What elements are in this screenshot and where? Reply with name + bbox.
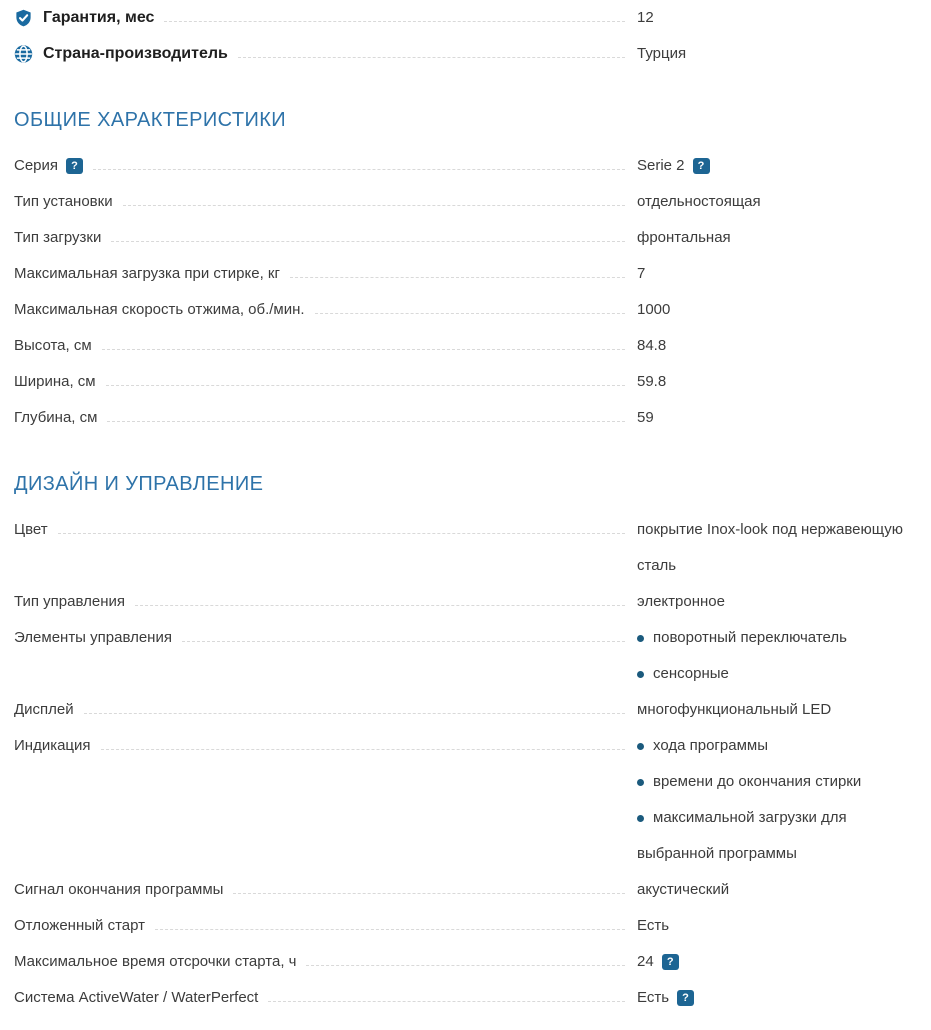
spec-value — [637, 764, 931, 800]
dotted-leader — [233, 893, 625, 894]
spec-value-cell — [637, 148, 931, 184]
spec-value — [637, 512, 931, 548]
spec-value-cell — [637, 328, 931, 364]
section-rows — [14, 512, 931, 1016]
spec-label-cell — [14, 328, 637, 364]
bullet-icon — [637, 635, 644, 642]
bullet-icon — [637, 815, 644, 822]
spec-value-cell — [637, 512, 931, 584]
spec-value-cell — [637, 692, 931, 728]
spec-value-text: Serie 2 — [637, 157, 685, 174]
spec-row — [14, 692, 931, 728]
spec-sections — [14, 106, 931, 1016]
spec-value — [637, 400, 931, 436]
spec-row — [14, 908, 931, 944]
dotted-leader — [315, 313, 625, 314]
spec-label-cell — [14, 944, 637, 980]
spec-value-cell — [637, 184, 931, 220]
spec-row — [14, 364, 931, 400]
spec-row — [14, 872, 931, 908]
spec-value-text: сенсорные — [653, 665, 729, 682]
spec-value — [637, 184, 931, 220]
spec-label: Цвет — [14, 521, 48, 538]
spec-label-cell — [14, 620, 637, 656]
spec-value-text: поворотный переключатель — [653, 629, 847, 646]
spec-value-cell — [637, 944, 931, 980]
spec-value — [637, 836, 931, 872]
spec-value — [637, 692, 931, 728]
spec-value-cell — [637, 0, 931, 36]
spec-value-text: электронное — [637, 593, 725, 610]
spec-value — [637, 944, 931, 980]
spec-label: Максимальное время отсрочки старта, ч — [14, 953, 297, 970]
spec-label: Дисплей — [14, 701, 74, 718]
spec-value-cell — [637, 980, 931, 1016]
spec-label: Высота, см — [14, 337, 92, 354]
spec-row — [14, 512, 931, 584]
spec-label: Система ActiveWater / WaterPerfect — [14, 989, 259, 1006]
spec-label: Индикация — [14, 737, 91, 754]
help-icon[interactable]: ? — [693, 158, 710, 174]
spec-value-text: 1000 — [637, 301, 671, 318]
spec-value-text: акустический — [637, 881, 730, 898]
spec-value-text: многофункциональный LED — [637, 701, 832, 718]
bullet-icon — [637, 779, 644, 786]
dotted-leader — [106, 385, 625, 386]
spec-value-cell — [637, 364, 931, 400]
spec-value — [637, 620, 931, 656]
spec-value — [637, 328, 931, 364]
spec-value-cell — [637, 872, 931, 908]
spec-value-cell — [637, 36, 931, 72]
spec-section — [14, 470, 931, 1016]
spec-value-text: покрытие Inox-look под нержавеющую — [637, 521, 903, 538]
spec-value-text: времени до окончания стирки — [653, 773, 862, 790]
spec-value-cell — [637, 400, 931, 436]
spec-row — [14, 0, 931, 36]
spec-value — [637, 584, 931, 620]
spec-label-cell — [14, 400, 637, 436]
spec-value-text: 84.8 — [637, 337, 667, 354]
spec-label-cell — [14, 148, 637, 184]
spec-label: Максимальная загрузка при стирке, кг — [14, 265, 280, 282]
spec-value-text: 59 — [637, 409, 654, 426]
spec-value: Турция — [637, 45, 687, 62]
dotted-leader — [102, 349, 625, 350]
spec-label-cell — [14, 512, 637, 548]
spec-value-text: 7 — [637, 265, 646, 282]
spec-value-cell — [637, 256, 931, 292]
spec-label: Отложенный старт — [14, 917, 146, 934]
spec-label: Тип установки — [14, 193, 113, 210]
help-icon[interactable]: ? — [66, 158, 83, 174]
spec-row — [14, 220, 931, 256]
spec-section — [14, 106, 931, 436]
dotted-leader — [155, 929, 625, 930]
spec-row — [14, 620, 931, 692]
spec-value — [637, 872, 931, 908]
spec-value — [637, 728, 931, 764]
spec-value — [637, 656, 931, 692]
top-specs-block — [14, 0, 931, 72]
dotted-leader — [182, 641, 625, 642]
section-rows — [14, 148, 931, 436]
spec-value — [637, 364, 931, 400]
spec-label: Тип управления — [14, 593, 125, 610]
dotted-leader — [93, 169, 625, 170]
bullet-icon — [637, 671, 644, 678]
dotted-leader — [84, 713, 625, 714]
spec-value-cell — [637, 292, 931, 328]
dotted-leader — [238, 57, 625, 58]
section-title: ДИЗАЙН И УПРАВЛЕНИЕ — [14, 473, 264, 495]
spec-value — [637, 220, 931, 256]
spec-value: 12 — [637, 9, 654, 26]
spec-row — [14, 256, 931, 292]
spec-row — [14, 184, 931, 220]
spec-label-cell — [14, 36, 637, 72]
dotted-leader — [164, 21, 625, 22]
spec-label-cell — [14, 292, 637, 328]
spec-value-text: максимальной загрузки для — [653, 809, 847, 826]
spec-value-text: выбранной программы — [637, 845, 797, 862]
spec-value-cell — [637, 620, 931, 692]
spec-label-cell — [14, 908, 637, 944]
spec-value — [637, 292, 931, 328]
spec-value-cell — [637, 220, 931, 256]
spec-value-text: хода программы — [653, 737, 768, 754]
spec-label-cell — [14, 872, 637, 908]
spec-row — [14, 328, 931, 364]
dotted-leader — [290, 277, 625, 278]
spec-row — [14, 728, 931, 872]
bullet-icon — [637, 743, 644, 750]
help-icon[interactable]: ? — [662, 954, 679, 970]
help-icon[interactable]: ? — [677, 990, 694, 1006]
spec-value — [637, 256, 931, 292]
spec-value — [637, 148, 931, 184]
spec-label-cell — [14, 584, 637, 620]
spec-row — [14, 584, 931, 620]
spec-value-text: отдельностоящая — [637, 193, 761, 210]
spec-label: Страна-производитель — [43, 45, 228, 62]
spec-label-cell — [14, 728, 637, 764]
spec-value-cell — [637, 728, 931, 872]
spec-row — [14, 944, 931, 980]
spec-label-cell — [14, 184, 637, 220]
spec-value-text: сталь — [637, 557, 677, 574]
spec-label-cell — [14, 364, 637, 400]
spec-row — [14, 292, 931, 328]
dotted-leader — [306, 965, 625, 966]
spec-value — [637, 908, 931, 944]
spec-value-text: 59.8 — [637, 373, 667, 390]
spec-label-cell — [14, 256, 637, 292]
spec-row — [14, 980, 931, 1016]
spec-value-text: Есть — [637, 989, 670, 1006]
spec-row — [14, 36, 931, 72]
spec-label: Глубина, см — [14, 409, 98, 426]
dotted-leader — [58, 533, 625, 534]
shield-check-icon — [14, 8, 33, 28]
spec-label-cell — [14, 980, 637, 1016]
spec-value-text: Есть — [637, 917, 670, 934]
spec-value-text: фронтальная — [637, 229, 731, 246]
spec-label: Тип загрузки — [14, 229, 102, 246]
globe-icon — [14, 44, 33, 64]
spec-row — [14, 148, 931, 184]
spec-value — [637, 548, 931, 584]
dotted-leader — [101, 749, 625, 750]
section-title: ОБЩИЕ ХАРАКТЕРИСТИКИ — [14, 109, 287, 131]
spec-label-cell — [14, 692, 637, 728]
spec-label-cell — [14, 220, 637, 256]
spec-value — [637, 800, 931, 836]
dotted-leader — [135, 605, 625, 606]
spec-label-cell — [14, 0, 637, 36]
spec-label: Ширина, см — [14, 373, 96, 390]
dotted-leader — [107, 421, 625, 422]
spec-row — [14, 400, 931, 436]
spec-value-cell — [637, 908, 931, 944]
dotted-leader — [268, 1001, 625, 1002]
spec-label: Элементы управления — [14, 629, 172, 646]
spec-label: Сигнал окончания программы — [14, 881, 224, 898]
spec-value-text: 24 — [637, 953, 654, 970]
spec-value — [637, 980, 931, 1016]
spec-value-cell — [637, 584, 931, 620]
spec-label: Максимальная скорость отжима, об./мин. — [14, 301, 305, 318]
spec-label: Гарантия, мес — [43, 9, 155, 26]
dotted-leader — [123, 205, 625, 206]
spec-label: Серия — [14, 157, 59, 174]
dotted-leader — [111, 241, 625, 242]
